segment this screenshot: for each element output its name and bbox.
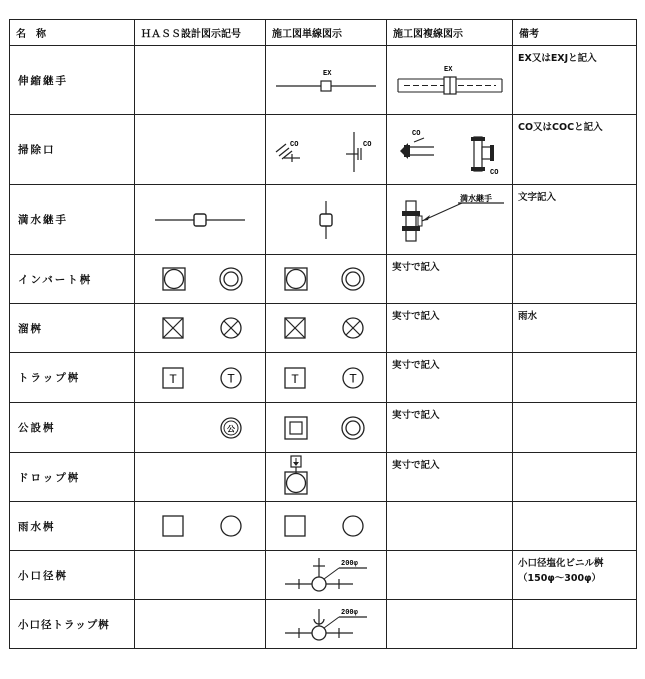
single-cell [266,403,387,453]
trap-letter: T [227,371,235,385]
trap-basin-single-symbol [271,362,381,394]
size-label: 200φ [341,609,358,617]
remarks-cell: EX又はEXJと記入 [513,46,637,115]
single-cell [266,115,387,185]
row-name: 雨水桝 [10,502,135,551]
header-double: 施工図複線図示 [387,20,513,46]
header-remarks: 備考 [513,20,637,46]
row-name: 伸縮継手 [10,46,135,115]
single-cell [266,353,387,403]
trap-letter: T [169,371,177,386]
double-note-cell: 実寸で記入 [387,453,513,502]
double-note-cell: 実寸で記入 [387,255,513,304]
trap-letter: T [291,371,299,386]
remarks-cell [513,403,637,453]
fill-joint-hass-symbol [150,205,250,235]
table-row [10,46,637,115]
ex-label: EX [443,66,452,74]
hass-cell [135,185,266,255]
table-row [10,453,637,502]
row-name: ドロップ桝 [10,453,135,502]
remarks-cell [513,255,637,304]
remarks-cell [513,551,637,600]
single-cell [266,185,387,255]
row-name: 公設桝 [10,403,135,453]
remarks-cell: CO又はCOCと記入 [513,115,637,185]
row-name: トラップ桝 [10,353,135,403]
remarks-line-1: 小口径塩化ビニル桝 [518,558,604,569]
remarks-cell [513,453,637,502]
co-label: CO [290,140,299,149]
remarks-cell [513,502,637,551]
cleanout-double-symbol [394,123,506,177]
remarks-cell: 文字記入 [513,185,637,255]
hass-cell [135,353,266,403]
hass-cell [135,304,266,353]
catch-basin-hass-symbol [145,312,255,344]
fill-joint-double-symbol [392,193,508,247]
double-note-cell [387,502,513,551]
hass-cell [135,46,266,115]
expansion-joint-double-symbol [394,58,506,102]
public-letter: 公 [227,424,235,433]
table-row [10,115,637,185]
public-basin-single-symbol [271,412,381,444]
single-cell [266,600,387,649]
remarks-cell [513,600,637,649]
row-name: インバート桝 [10,255,135,304]
hass-cell [135,453,266,502]
table-row [10,600,637,649]
table-row [10,304,637,353]
double-note-cell: 実寸で記入 [387,403,513,453]
symbol-table [9,19,637,649]
double-note-cell: 実寸で記入 [387,353,513,403]
remarks-line-2: （150φ～300φ） [518,573,602,584]
remarks-cell: 雨水 [513,304,637,353]
table-row [10,502,637,551]
small-bore-basin-single-symbol [271,552,381,598]
double-cell [387,115,513,185]
single-cell [266,46,387,115]
single-cell [266,551,387,600]
hass-cell [135,403,266,453]
header-row [10,20,637,46]
fill-joint-label: 満水継手 [459,193,492,203]
invert-basin-single-symbol [271,263,381,295]
row-name: 小口径桝 [10,551,135,600]
row-name: 満水継手 [10,185,135,255]
fill-joint-single-symbol [306,197,346,243]
double-cell [387,185,513,255]
hass-cell [135,255,266,304]
table-row [10,185,637,255]
symbol-table-sheet [9,19,636,649]
double-cell [387,551,513,600]
double-cell [387,600,513,649]
ex-label: EX [323,70,332,78]
table-row [10,353,637,403]
single-cell [266,304,387,353]
single-cell [266,255,387,304]
public-basin-hass-symbol [145,412,255,444]
drop-basin-single-symbol [271,454,381,500]
small-bore-trap-basin-single-symbol [271,601,381,647]
single-cell [266,453,387,502]
header-single: 施工図単線図示 [266,20,387,46]
expansion-joint-single-symbol [271,60,381,100]
cleanout-single-symbol [270,126,382,174]
trap-letter: T [349,371,357,385]
table-row [10,255,637,304]
hass-cell [135,551,266,600]
co-label: CO [363,140,372,149]
remarks-cell [513,353,637,403]
co-label: CO [489,168,498,177]
row-name: 小口径トラップ桝 [10,600,135,649]
invert-basin-hass-symbol [145,263,255,295]
table-row [10,403,637,453]
double-cell [387,46,513,115]
row-name: 掃除口 [10,115,135,185]
hass-cell [135,502,266,551]
hass-cell [135,115,266,185]
header-name: 名 称 [10,20,135,46]
hass-cell [135,600,266,649]
header-hass: ＨＡＳＳ設計図示記号 [135,20,266,46]
rainwater-basin-single-symbol [271,510,381,542]
trap-basin-hass-symbol [145,362,255,394]
rainwater-basin-hass-symbol [145,510,255,542]
single-cell [266,502,387,551]
catch-basin-single-symbol [271,312,381,344]
size-label: 200φ [341,560,358,568]
co-label: CO [411,129,420,138]
table-row [10,551,637,600]
double-note-cell: 実寸で記入 [387,304,513,353]
row-name: 溜桝 [10,304,135,353]
